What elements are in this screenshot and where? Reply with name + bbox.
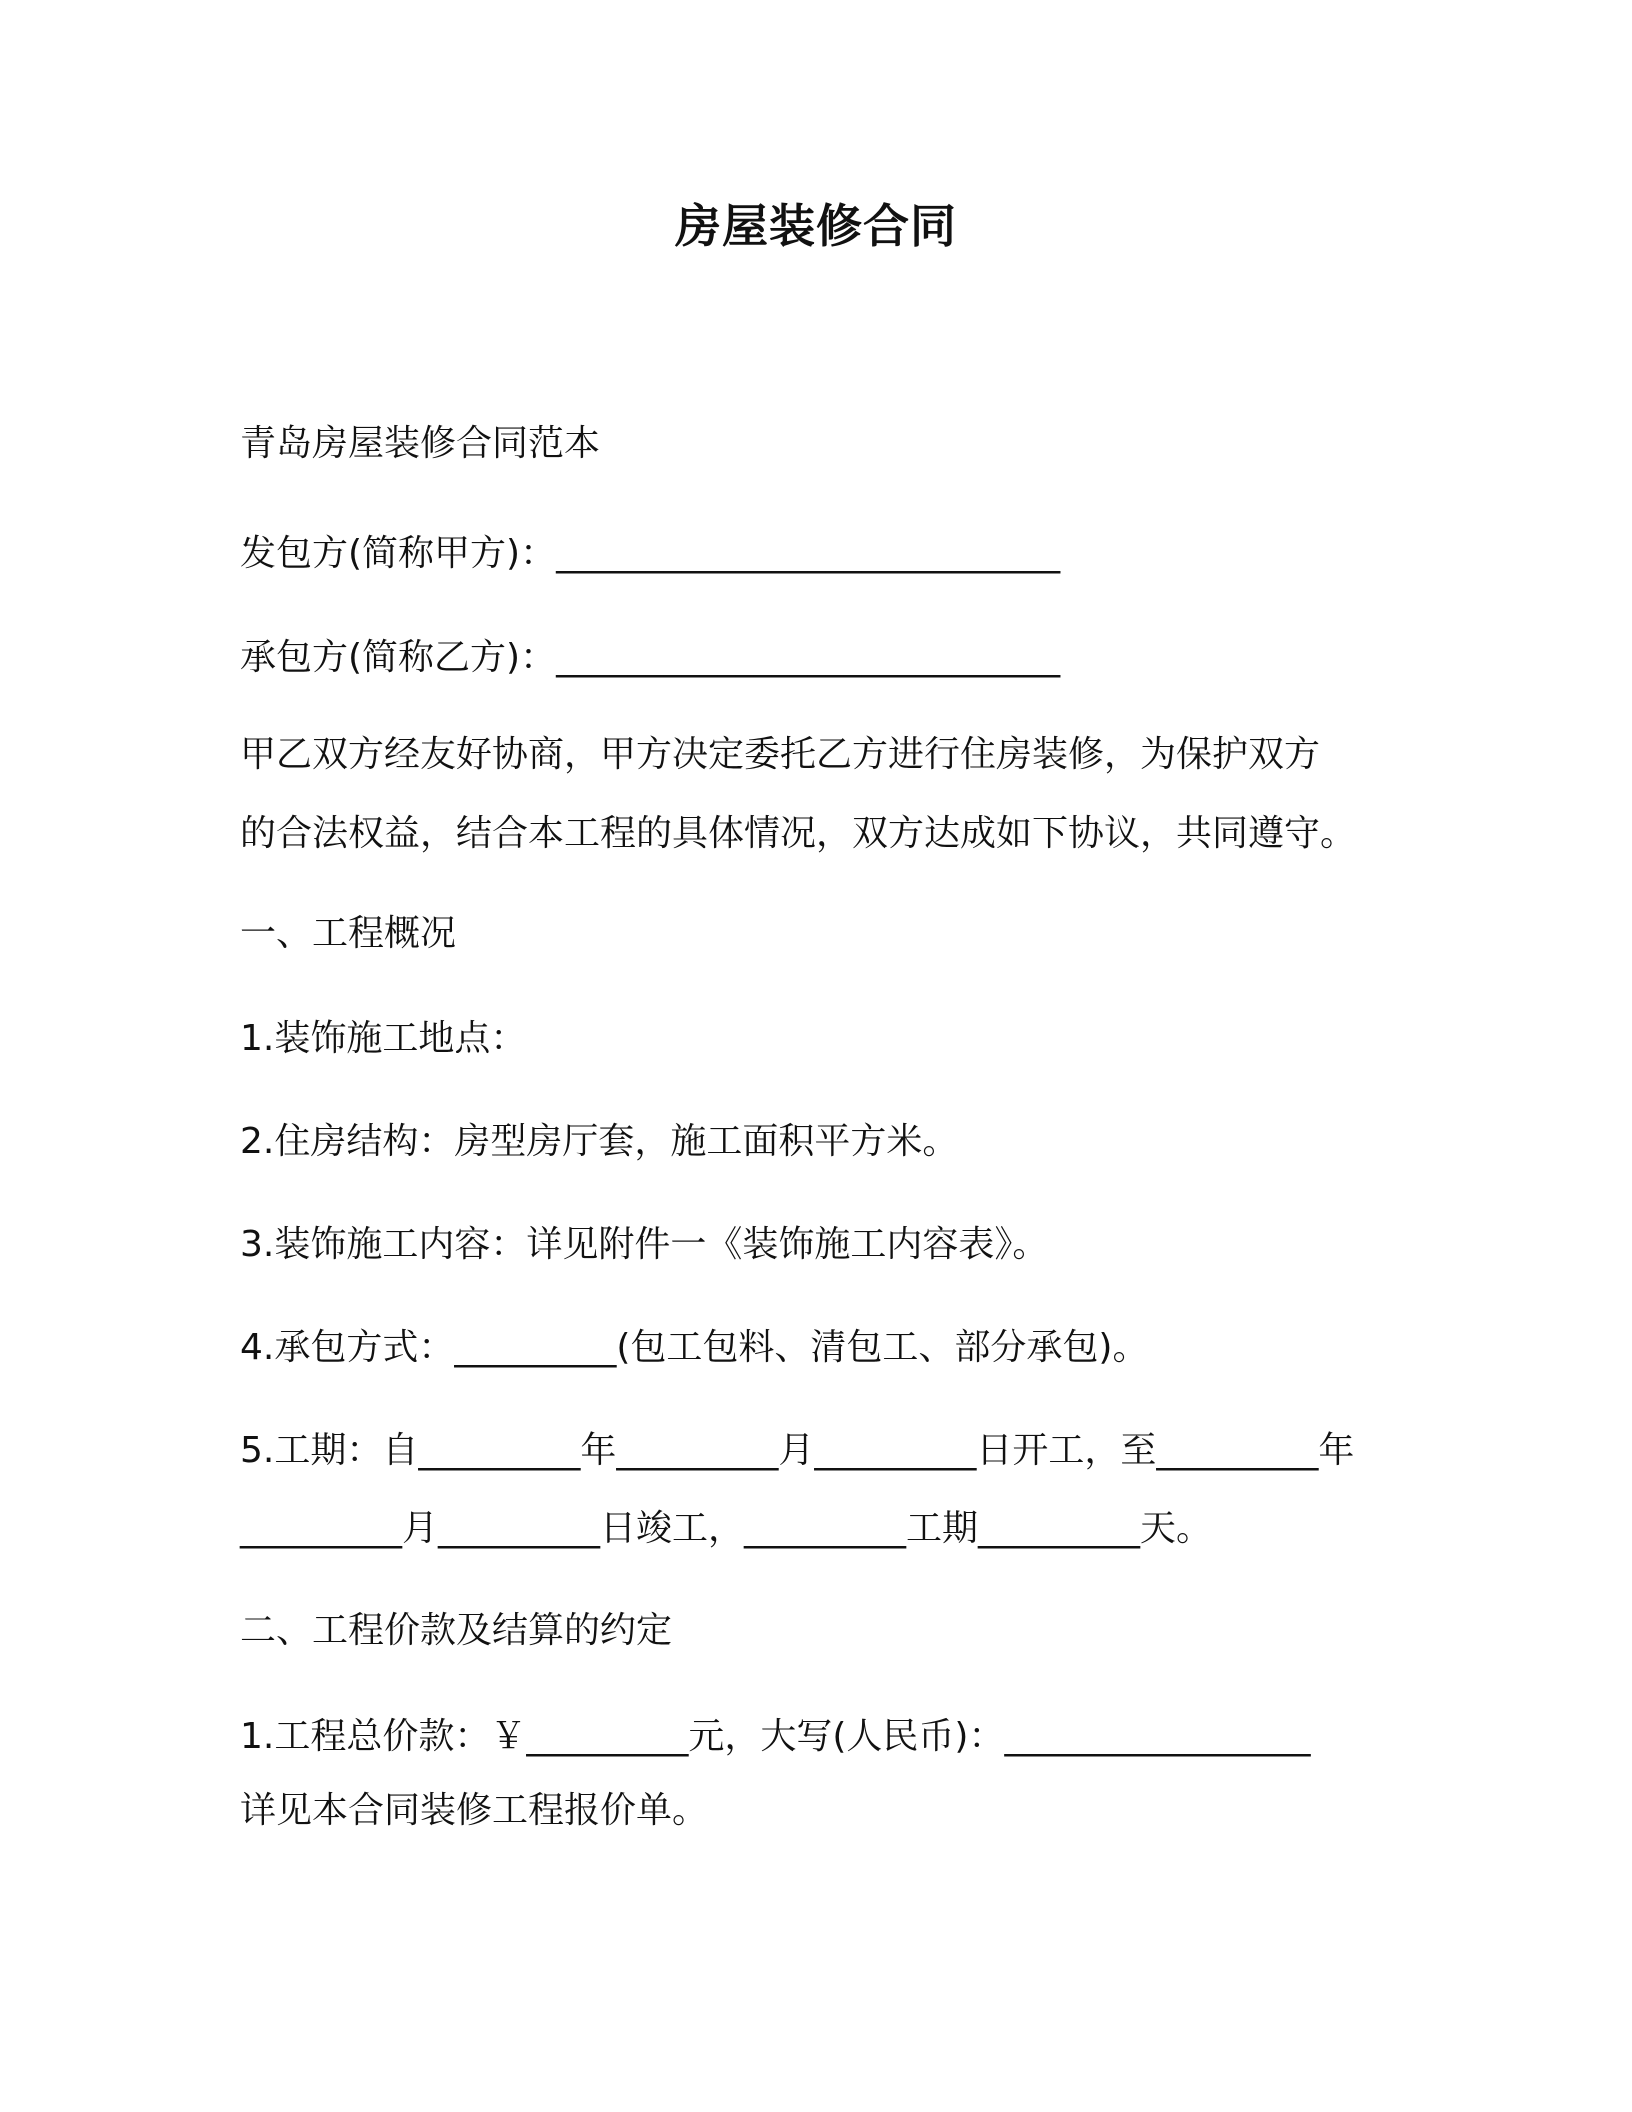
section-heading-2: 二、工程价款及结算的约定 [240, 1610, 673, 1651]
party-a-line: 发包方(简称甲方)：____________________________ [240, 533, 1061, 574]
contract-subtitle: 青岛房屋装修合同范本 [240, 423, 601, 464]
clause-1-1: 1.装饰施工地点： [240, 1018, 527, 1059]
clause-1-2: 2.住房结构：房型房厅套，施工面积平方米。 [240, 1121, 959, 1162]
clause-1-5-line-1: 5.工期：自_________年_________月_________日开工，至_________年 [240, 1430, 1355, 1471]
clause-2-1-line-1: 1.工程总价款：￥_________元，大写(人民币)：_________________ [240, 1716, 1311, 1757]
clause-1-5-line-2: _________月_________日竣工，_________工期_________天。 [240, 1508, 1213, 1549]
clause-1-4: 4.承包方式：_________(包工包料、清包工、部分承包)。 [240, 1327, 1149, 1368]
clause-2-1-line-2: 详见本合同装修工程报价单。 [240, 1790, 709, 1831]
preamble-line-1: 甲乙双方经友好协商，甲方决定委托乙方进行住房装修，为保护双方 [240, 734, 1321, 775]
clause-1-3: 3.装饰施工内容：详见附件一《装饰施工内容表》。 [240, 1224, 1049, 1265]
party-b-line: 承包方(简称乙方)：____________________________ [240, 637, 1061, 678]
document-title: 房屋装修合同 [675, 199, 957, 253]
section-heading-1: 一、工程概况 [240, 913, 457, 954]
preamble-line-2: 的合法权益，结合本工程的具体情况，双方达成如下协议，共同遵守。 [240, 813, 1357, 854]
